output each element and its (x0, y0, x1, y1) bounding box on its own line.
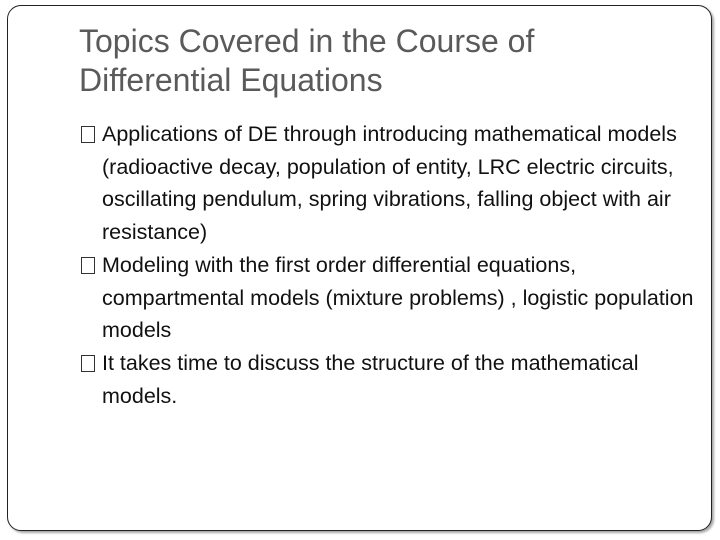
bullet-item (81, 347, 701, 412)
slide-title: Topics Covered in the Course of Differential Equations (79, 23, 535, 98)
bullet-text: Modeling with the first order differential equations, compartmental models (mixture problems) , logistic population models (102, 252, 694, 343)
box-bullet-icon (81, 355, 95, 372)
bullet-item (81, 249, 701, 347)
bullet-text: It takes time to discuss the structure of the mathematical models. (102, 350, 639, 408)
bullet-item (81, 118, 701, 249)
bullet-list (81, 118, 701, 412)
bullet-text: Applications of DE through introducing mathematical models (radioactive decay, population of entity, LRC electric circuits, oscillating pendulum, spring vibrations, falling object with air resistance) (102, 122, 677, 245)
box-bullet-icon (81, 126, 95, 143)
box-bullet-icon (81, 257, 95, 274)
